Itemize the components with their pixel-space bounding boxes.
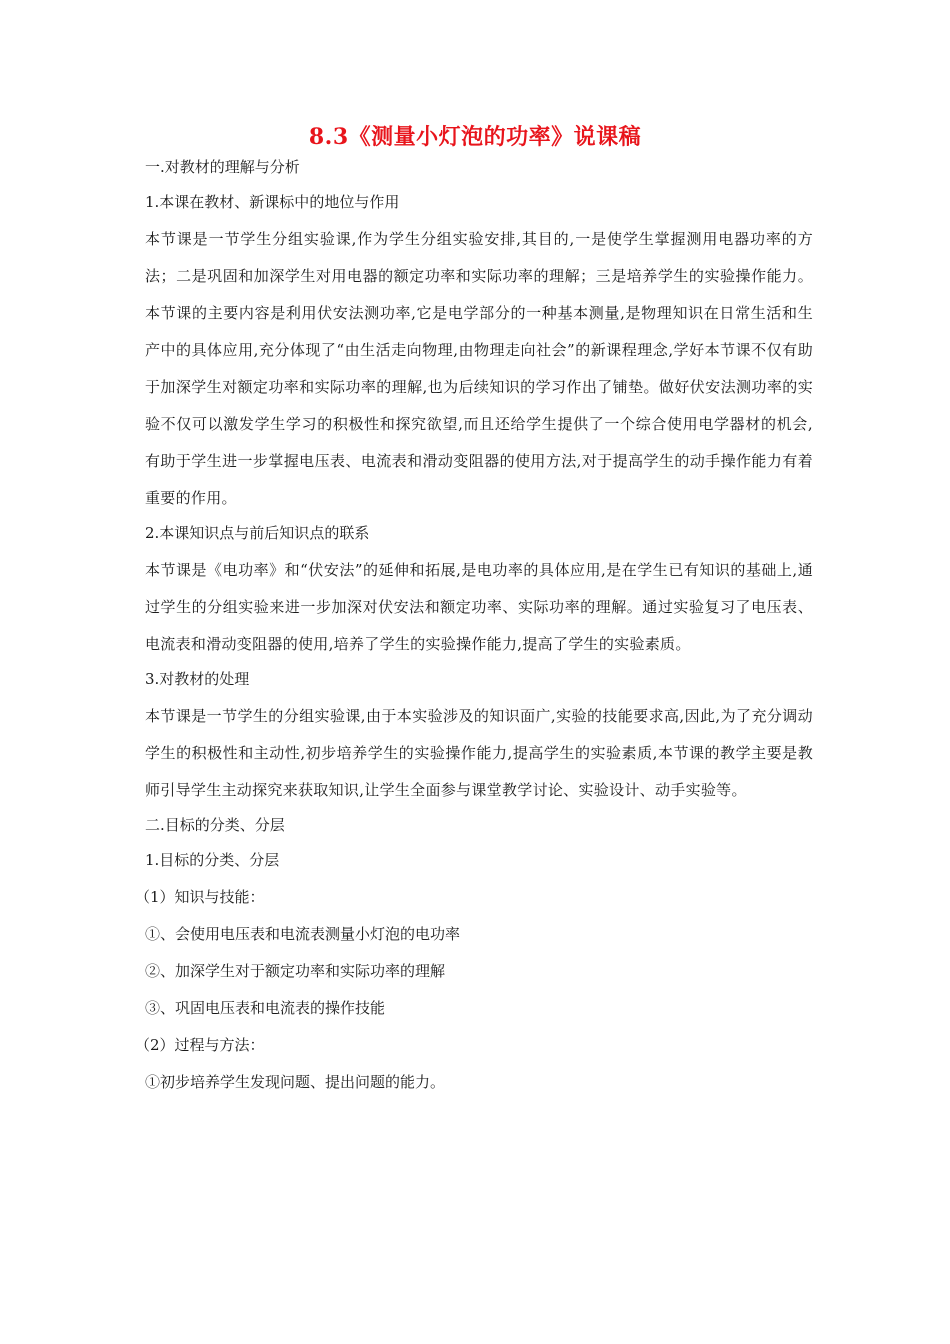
subsection-heading: 2.本课知识点与前后知识点的联系: [145, 524, 370, 542]
objective-heading: （1）知识与技能：: [135, 888, 265, 906]
list-item: ②、加深学生对于额定功率和实际功率的理解: [145, 962, 446, 980]
paragraph: 本节课是一节学生分组实验课,作为学生分组实验安排,其目的,一是使学生掌握测用电器功率的方法；二是巩固和加深学生对用电器的额定功率和实际功率的理解；三是培养学生的实验操作能力。本节课的主要内容是利用伏安法测功率,它是电学部分的一种基本测量,是物理知识在日常生活和生产中的具体应用,充分体现了“由生活走向物理,由物理走向社会”的新课程理念,学好本节课不仅有助于加深学生对额定功率和实际功率的理解,也为后续知识的学习作出了铺垫。做好伏安法测功率的实验不仅可以激发学生学习的积极性和探究欲望,而且还给学生提供了一个综合使用电学器材的机会,有助于学生进一步掌握电压表、电流表和滑动变阻器的使用方法,对于提高学生的动手操作能力有着重要的作用。: [145, 230, 813, 507]
objective-heading: （2）过程与方法：: [135, 1036, 265, 1054]
list-item: ①、会使用电压表和电流表测量小灯泡的电功率: [145, 925, 461, 943]
subsection-heading: 3.对教材的处理: [145, 670, 250, 688]
paragraph: 本节课是一节学生的分组实验课,由于本实验涉及的知识面广,实验的技能要求高,因此,为了充分调动学生的积极性和主动性,初步培养学生的实验操作能力,提高学生的实验素质,本节课的教学主要是教师引导学生主动探究来获取知识,让学生全面参与课堂教学讨论、实验设计、动手实验等。: [145, 707, 813, 799]
list-item: ①初步培养学生发现问题、提出问题的能力。: [145, 1073, 446, 1091]
section-heading: 一.对教材的理解与分析: [145, 158, 300, 176]
document-title: 8.3《测量小灯泡的功率》说课稿: [308, 124, 642, 150]
section-heading: 二.目标的分类、分层: [145, 816, 285, 834]
list-item: ③、巩固电压表和电流表的操作技能: [145, 999, 386, 1017]
subsection-heading: 1.本课在教材、新课标中的地位与作用: [145, 193, 400, 211]
paragraph: 本节课是《电功率》和“伏安法”的延伸和拓展,是电功率的具体应用,是在学生已有知识的基础上,通过学生的分组实验来进一步加深对伏安法和额定功率、实际功率的理解。通过实验复习了电压表、电流表和滑动变阻器的使用,培养了学生的实验操作能力,提高了学生的实验素质。: [145, 561, 813, 653]
document-body: [135, 151, 813, 1101]
subsection-heading: 1.目标的分类、分层: [145, 851, 280, 869]
